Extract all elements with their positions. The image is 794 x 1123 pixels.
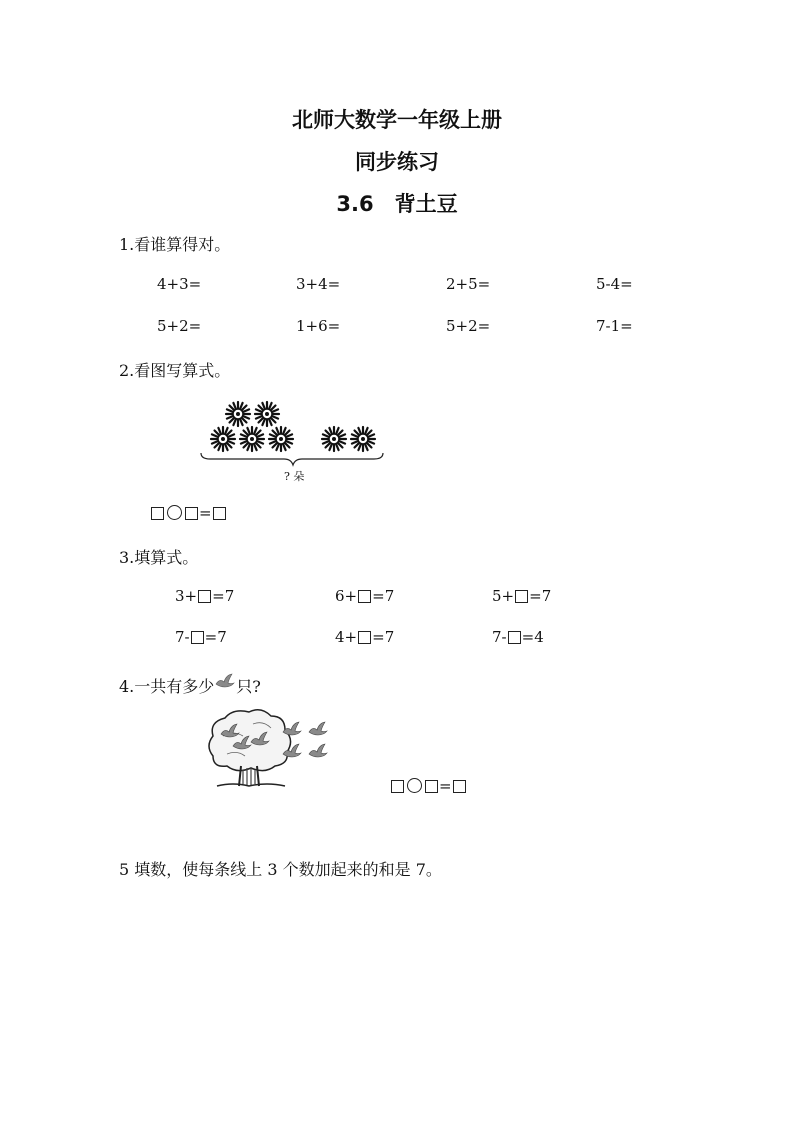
bird-icon bbox=[309, 744, 327, 757]
answer-box[interactable] bbox=[391, 780, 404, 793]
q3-eq: 5+ =7 bbox=[492, 587, 552, 605]
q3-eq: 6+ =7 bbox=[335, 587, 395, 605]
bird-icon bbox=[214, 672, 236, 690]
tree-illustration bbox=[203, 706, 343, 790]
answer-box[interactable] bbox=[185, 507, 198, 520]
q3-heading: 3.填算式。 bbox=[119, 548, 199, 567]
flower-icon bbox=[255, 402, 279, 426]
flower-icon bbox=[240, 427, 264, 451]
answer-box[interactable] bbox=[425, 780, 438, 793]
q3-eq: 7- =7 bbox=[175, 628, 227, 646]
q1-heading: 1.看谁算得对。 bbox=[119, 235, 231, 254]
answer-box[interactable] bbox=[191, 631, 204, 644]
q1-eq: 5-4= bbox=[596, 275, 633, 293]
answer-box[interactable] bbox=[213, 507, 226, 520]
q1-eq: 2+5= bbox=[446, 275, 491, 293]
flower-icon bbox=[351, 427, 375, 451]
flower-icon bbox=[269, 427, 293, 451]
q4-heading-text: 只? bbox=[236, 677, 261, 696]
doc-subtitle: 同步练习 bbox=[355, 150, 439, 174]
brace-label: ? 朵 bbox=[284, 470, 305, 483]
tree-canopy bbox=[209, 710, 291, 771]
brace-shape bbox=[201, 453, 383, 465]
equals-sign: = bbox=[199, 504, 212, 522]
tree-bird-picture bbox=[203, 706, 343, 794]
answer-box[interactable] bbox=[358, 631, 371, 644]
answer-box[interactable] bbox=[515, 590, 528, 603]
q1-eq: 7-1= bbox=[596, 317, 633, 335]
flower-illustration bbox=[198, 398, 388, 468]
q2-heading: 2.看图写算式。 bbox=[119, 361, 231, 380]
lesson-title: 3.6 背土豆 bbox=[336, 192, 458, 216]
q3-eq: 3+ =7 bbox=[175, 587, 235, 605]
operator-circle[interactable] bbox=[407, 778, 422, 793]
q1-eq: 1+6= bbox=[296, 317, 341, 335]
operator-circle[interactable] bbox=[167, 505, 182, 520]
bird-icon bbox=[309, 722, 327, 735]
answer-box[interactable] bbox=[453, 780, 466, 793]
q2-answer-equation bbox=[150, 504, 227, 522]
flower-icon bbox=[322, 427, 346, 451]
answer-box[interactable] bbox=[198, 590, 211, 603]
q1-eq: 5+2= bbox=[446, 317, 491, 335]
answer-box[interactable] bbox=[508, 631, 521, 644]
answer-box[interactable] bbox=[358, 590, 371, 603]
answer-box[interactable] bbox=[151, 507, 164, 520]
doc-title: 北师大数学一年级上册 bbox=[292, 108, 502, 132]
q1-eq: 3+4= bbox=[296, 275, 341, 293]
q4-answer-equation bbox=[390, 777, 467, 795]
q4-heading-text: 4.一共有多少 bbox=[119, 677, 215, 696]
flower-icon bbox=[226, 402, 250, 426]
q1-eq: 4+3= bbox=[157, 275, 202, 293]
q1-eq: 5+2= bbox=[157, 317, 202, 335]
q4-heading bbox=[119, 672, 261, 697]
q3-eq: 4+ =7 bbox=[335, 628, 395, 646]
flower-icon bbox=[211, 427, 235, 451]
q5-heading: 5 填数，使每条线上 3 个数加起来的和是 7。 bbox=[119, 860, 442, 879]
equals-sign: = bbox=[439, 777, 452, 795]
q3-eq: 7- =4 bbox=[492, 628, 544, 646]
flower-picture bbox=[198, 398, 388, 472]
